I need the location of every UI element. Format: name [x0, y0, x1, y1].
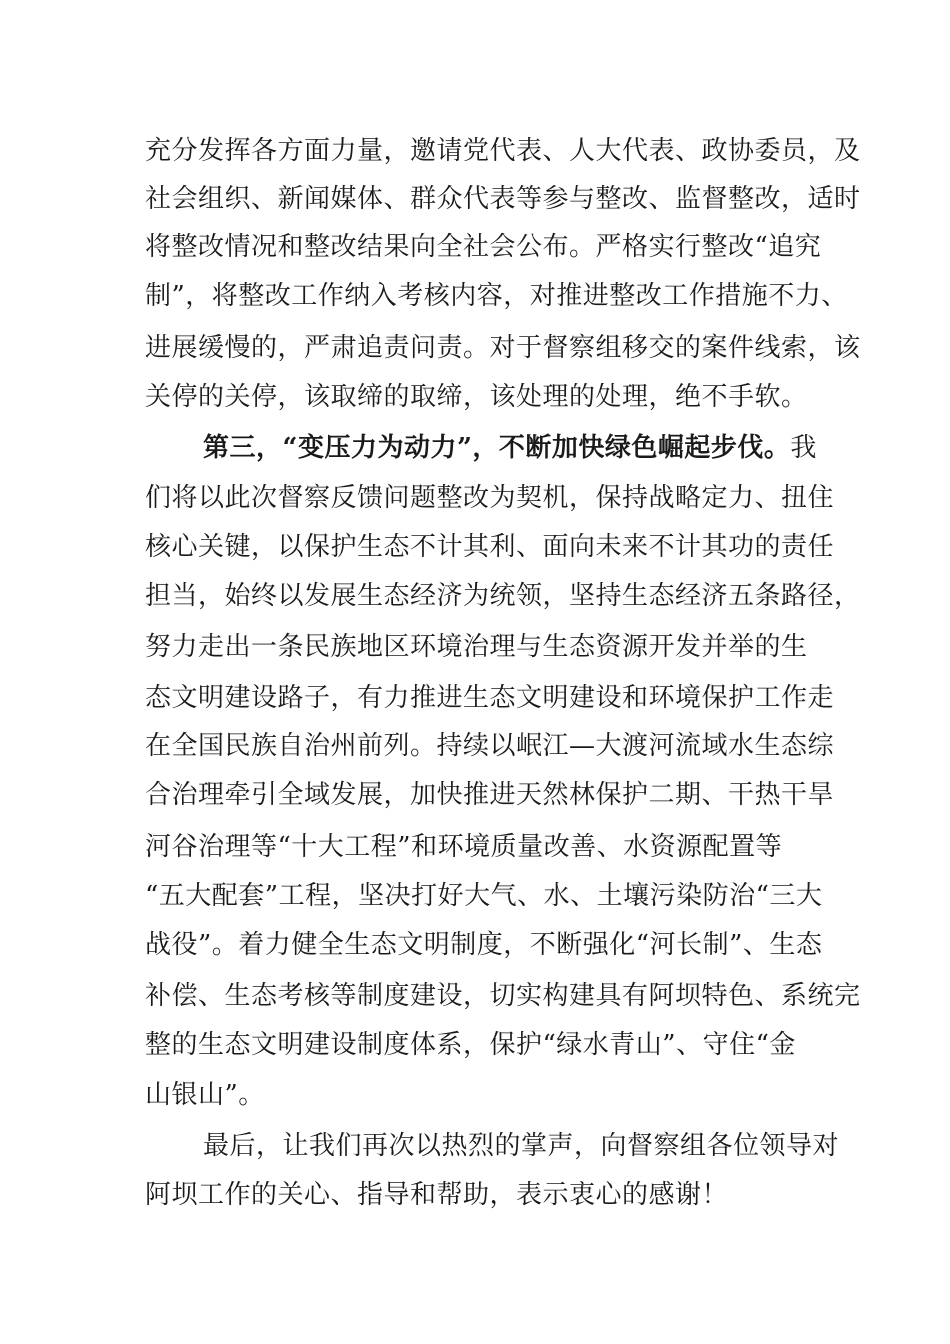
text-line: 在全国民族自治州前列。持续以岷江—大渡河流域水生态综 — [145, 731, 835, 761]
text-line: 社会组织、新闻媒体、群众代表等参与整改、监督整改，适时 — [145, 184, 861, 214]
text-line: 核心关键，以保护生态不计其利、面向未来不计其功的责任 — [145, 532, 835, 562]
text-line: 将整改情况和整改结果向全社会公布。严格实行整改“追究 — [145, 232, 822, 262]
text-line: 努力走出一条民族地区环境治理与生态资源开发并举的生 — [145, 632, 808, 662]
text-line: 阿坝工作的关心、指导和帮助，表示衷心的感谢！ — [145, 1180, 729, 1210]
text-line: 整的生态文明建设制度体系，保护“绿水青山”、守住“金 — [145, 1030, 796, 1060]
text-line: 最后，让我们再次以热烈的掌声，向督察组各位领导对 — [203, 1131, 840, 1161]
text-line: 制”，将整改工作纳入考核内容，对推进整改工作措施不力、 — [145, 281, 848, 311]
text-line: 河谷治理等“十大工程”和环境质量改善、水资源配置等 — [145, 832, 783, 862]
text-line: 担当，始终以发展生态经济为统领，坚持生态经济五条路径， — [145, 581, 861, 611]
paragraph-first-line — [203, 423, 817, 473]
text-fragment: 我 — [790, 433, 817, 463]
section-heading: 第三，“变压力为动力”，不断加快绿色崛起步伐。 — [203, 433, 791, 463]
text-line: 战役”。着力健全生态文明制度，不断强化“河长制”、生态 — [145, 930, 823, 960]
text-line: 合治理牵引全域发展，加快推进天然林保护二期、干热干旱 — [145, 780, 835, 810]
text-line: 态文明建设路子，有力推进生态文明建设和环境保护工作走 — [145, 683, 835, 713]
text-line: 补偿、生态考核等制度建设，切实构建具有阿坝特色、系统完 — [145, 981, 861, 1011]
text-line: 进展缓慢的，严肃追责问责。对于督察组移交的案件线索，该 — [145, 333, 861, 363]
text-line: 关停的关停，该取缔的取缔，该处理的处理，绝不手软。 — [145, 382, 808, 412]
text-line: 充分发挥各方面力量，邀请党代表、人大代表、政协委员，及 — [145, 136, 861, 166]
text-line: 山银山”。 — [145, 1080, 265, 1110]
text-line: “五大配套”工程，坚决打好大气、水、土壤污染防治“三大 — [145, 881, 823, 911]
text-line: 们将以此次督察反馈问题整改为契机，保持战略定力、扭住 — [145, 483, 835, 513]
